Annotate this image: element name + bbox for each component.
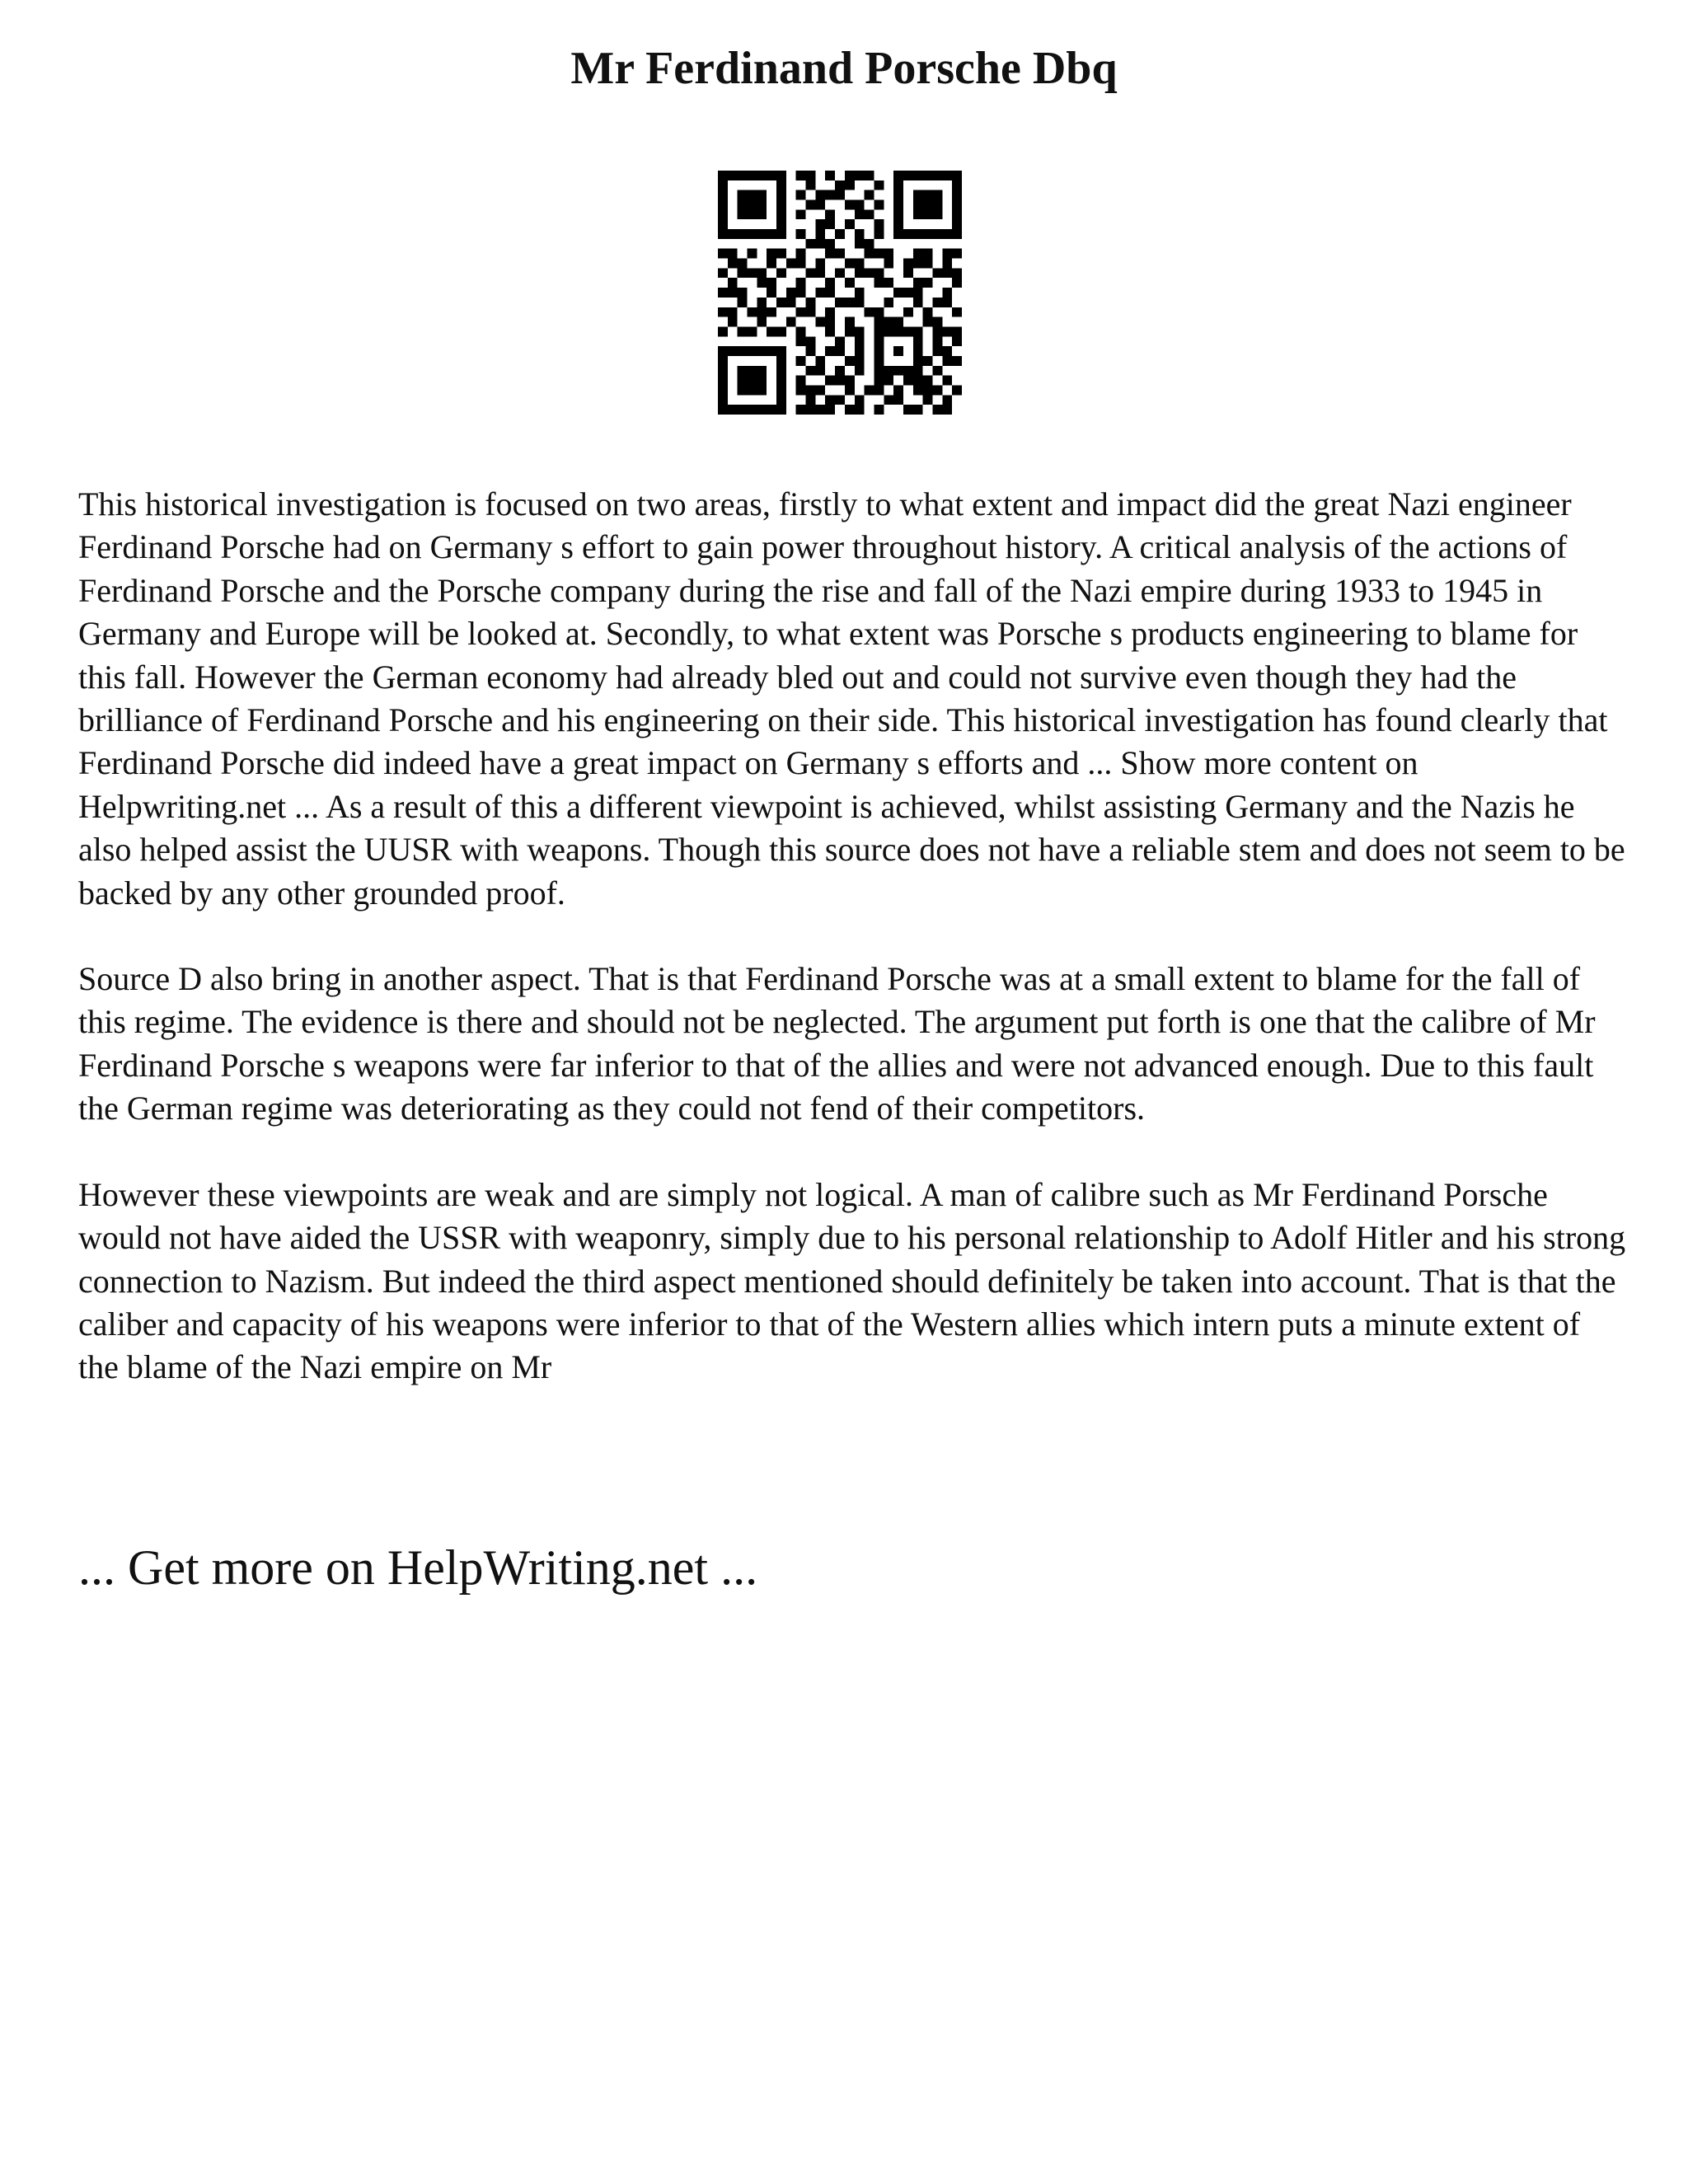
document-title: Mr Ferdinand Porsche Dbq	[570, 43, 1118, 94]
paragraph-2: Source D also bring in another aspect. That is that Ferdinand Porsche was at a small extent to blame for the fall of this regime. The evidence is there and should not be neglected. The argument put forth is one that the calibre of Mr Ferdinand Porsche s weapons were far inferior to that of the allies and were not advanced enough. Due to this fault the German regime was deteriorating as they could not fend of their competitors.	[78, 960, 1596, 1127]
get-more-link[interactable]: ... Get more on HelpWriting.net ...	[78, 1540, 758, 1595]
paragraph-1: This historical investigation is focused on two areas, firstly to what extent and impact did the great Nazi engineer Ferdinand Porsche had on Germany s effort to gain power throughout history. A critical analysis of the actions of Ferdinand Porsche and the Porsche company during the rise and fall of the Nazi empire during 1933 to 1945 in Germany and Europe will be looked at. Secondly, to what extent was Porsche s products engineering to blame for this fall. However the German economy had already bled out and could not survive even though they had the brilliance of Ferdinand Porsche and his engineering on their side. This historical investigation has found clearly that Ferdinand Porsche did indeed have a great impact on Germany s efforts and ... Show more content on Helpwriting.net ... As a result of this a different viewpoint is achieved, whilst assisting Germany and the Nazis he also helped assist the UUSR with weapons. Though this source does not have a reliable stem and does not seem to be backed by any other grounded proof.	[78, 485, 1625, 912]
document-body	[78, 483, 1628, 1432]
qr-code-icon	[718, 171, 962, 415]
paragraph-3: However these viewpoints are weak and are simply not logical. A man of calibre such as Mr Ferdinand Porsche would not have aided the USSR with weaponry, simply due to his personal relationship to Adolf Hitler and his strong connection to Nazism. But indeed the third aspect mentioned should definitely be taken into account. That is that the caliber and capacity of his weapons were inferior to that of the Western allies which intern puts a minute extent of the blame of the Nazi empire on Mr	[78, 1175, 1626, 1386]
